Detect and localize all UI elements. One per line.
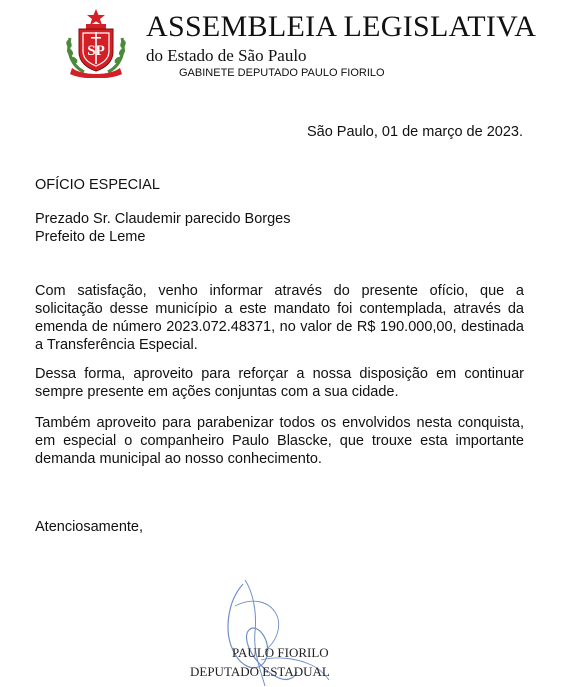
organization-title: ASSEMBLEIA LEGISLATIVA xyxy=(146,10,537,43)
sao-paulo-coat-of-arms-logo xyxy=(62,8,130,78)
closing: Atenciosamente, xyxy=(35,519,144,535)
body-paragraph: Também aproveito para parabenizar todos os envolvidos nesta conquista, em especial o companheiro Paulo Blascke, que trouxe esta importante demanda municipal ao nosso conhecimento. xyxy=(35,415,524,467)
signatory-name: PAULO FIORILO xyxy=(232,645,329,660)
document-type: OFÍCIO ESPECIAL xyxy=(35,177,160,193)
body-paragraph: Dessa forma, aproveito para reforçar a nossa disposição em continuar sempre presente em ações conjuntas com a sua cidade. xyxy=(35,366,524,400)
recipient-title: Prefeito de Leme xyxy=(35,229,146,245)
body-paragraph: Com satisfação, venho informar através do presente ofício, que a solicitação desse município a este mandato foi contemplada, através da emenda de número 2023.072.48371, no valor de R$ 190.000,00, destinada a Transferência Especial. xyxy=(35,283,524,353)
organization-subtitle: do Estado de São Paulo xyxy=(146,46,307,65)
signatory-title: DEPUTADO ESTADUAL xyxy=(190,664,330,679)
recipient-name: Prezado Sr. Claudemir parecido Borges xyxy=(35,211,291,227)
recipient-block xyxy=(35,210,291,246)
seal-letters: SP xyxy=(87,43,105,59)
office-name: GABINETE DEPUTADO PAULO FIORILO xyxy=(179,67,385,79)
letter-date: São Paulo, 01 de março de 2023. xyxy=(306,124,523,140)
